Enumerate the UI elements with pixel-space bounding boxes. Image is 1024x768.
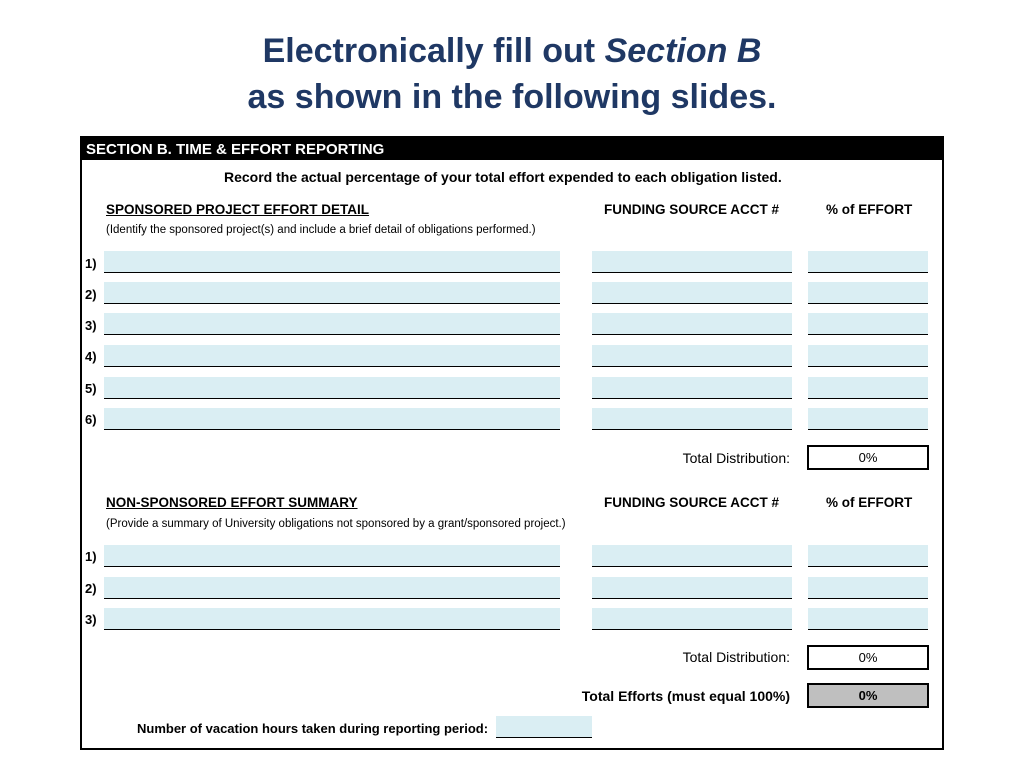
non-sponsored-note: (Provide a summary of University obligations not sponsored by a grant/sponsored project.) (106, 518, 566, 530)
sponsored-funding-input[interactable] (592, 251, 792, 273)
sponsored-funding-input[interactable] (592, 377, 792, 399)
sponsored-funding-input[interactable] (592, 345, 792, 367)
non-sponsored-funding-input[interactable] (592, 545, 792, 567)
sponsored-effort-input[interactable] (808, 345, 928, 367)
sponsored-funding-input[interactable] (592, 408, 792, 430)
row-number: 5) (85, 381, 97, 396)
sponsored-funding-input[interactable] (592, 313, 792, 335)
title-plain-text: Electronically fill out (262, 32, 605, 70)
vacation-hours-input[interactable] (496, 716, 592, 738)
sponsored-note: (Identify the sponsored project(s) and include a brief detail of obligations performed.) (106, 224, 536, 236)
slide-title (0, 28, 1024, 120)
sponsored-effort-input[interactable] (808, 408, 928, 430)
non-sponsored-effort-input[interactable] (808, 608, 928, 630)
sponsored-col-effort: % of EFFORT (826, 202, 913, 217)
non-sponsored-summary-input[interactable] (104, 545, 560, 567)
sponsored-effort-input[interactable] (808, 251, 928, 273)
sponsored-project-input[interactable] (104, 251, 560, 273)
sponsored-project-input[interactable] (104, 377, 560, 399)
non-sponsored-summary-input[interactable] (104, 608, 560, 630)
sponsored-project-input[interactable] (104, 313, 560, 335)
sponsored-funding-input[interactable] (592, 282, 792, 304)
sponsored-total-label: Total Distribution: (682, 450, 790, 466)
section-header: SECTION B. TIME & EFFORT REPORTING (82, 138, 942, 160)
section-b-form (80, 136, 944, 750)
row-number: 6) (85, 412, 97, 427)
non-sponsored-heading: NON-SPONSORED EFFORT SUMMARY (106, 495, 358, 510)
sponsored-col-funding: FUNDING SOURCE ACCT # (604, 202, 780, 217)
row-number: 1) (85, 549, 97, 564)
row-number: 2) (85, 287, 97, 302)
non-sponsored-summary-input[interactable] (104, 577, 560, 599)
sponsored-effort-input[interactable] (808, 377, 928, 399)
sponsored-effort-input[interactable] (808, 313, 928, 335)
total-efforts-label: Total Efforts (must equal 100%) (581, 688, 790, 704)
non-sponsored-funding-input[interactable] (592, 608, 792, 630)
non-sponsored-effort-input[interactable] (808, 545, 928, 567)
row-number: 3) (85, 612, 97, 627)
row-number: 2) (85, 581, 97, 596)
non-sponsored-col-funding: FUNDING SOURCE ACCT # (604, 495, 780, 510)
sponsored-project-input[interactable] (104, 345, 560, 367)
title-line-1 (0, 28, 1024, 74)
non-sponsored-total-label: Total Distribution: (682, 649, 790, 665)
title-line-2: as shown in the following slides. (247, 78, 777, 116)
sponsored-project-input[interactable] (104, 282, 560, 304)
sponsored-project-input[interactable] (104, 408, 560, 430)
non-sponsored-effort-input[interactable] (808, 577, 928, 599)
non-sponsored-total-value: 0% (807, 645, 929, 670)
instruction-text: Record the actual percentage of your total effort expended to each obligation listed. (224, 169, 782, 185)
non-sponsored-funding-input[interactable] (592, 577, 792, 599)
sponsored-heading: SPONSORED PROJECT EFFORT DETAIL (106, 202, 370, 217)
row-number: 3) (85, 318, 97, 333)
vacation-hours-label: Number of vacation hours taken during reporting period: (137, 721, 489, 736)
row-number: 1) (85, 256, 97, 271)
sponsored-total-value: 0% (807, 445, 929, 470)
total-efforts-value: 0% (807, 683, 929, 708)
row-number: 4) (85, 349, 97, 364)
non-sponsored-col-effort: % of EFFORT (826, 495, 913, 510)
sponsored-effort-input[interactable] (808, 282, 928, 304)
title-italic-text: Section B (604, 32, 762, 70)
